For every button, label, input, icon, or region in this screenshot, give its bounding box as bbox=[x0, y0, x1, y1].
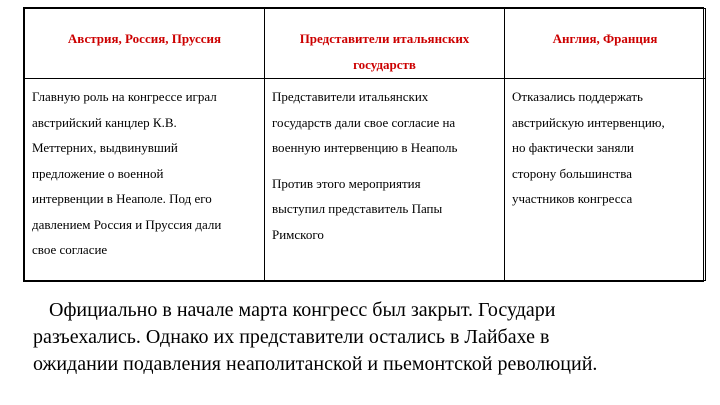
text-line: сторону большинства bbox=[512, 165, 632, 181]
header-austria-russia-prussia: Австрия, Россия, Пруссия bbox=[25, 9, 265, 79]
text-line: австрийскую интервенцию, bbox=[512, 114, 665, 130]
text-line: Отказались поддержать bbox=[512, 89, 643, 104]
text-line: Меттерних, выдвинувший bbox=[32, 140, 178, 155]
text-line: участников конгресса bbox=[512, 191, 633, 206]
text-line: предложение о военной bbox=[32, 165, 164, 181]
cell-austria-russia-prussia bbox=[25, 79, 265, 281]
text-line: свое согласие bbox=[32, 242, 108, 257]
paragraph-line: ожидании подавления неаполитанской и пьемонтской революций. bbox=[33, 353, 598, 375]
text-line: Представители итальянских bbox=[272, 89, 429, 104]
header-italian-line-1: Представители итальянских bbox=[299, 31, 470, 46]
header-italian-states bbox=[265, 9, 505, 79]
text-line: Главную роль на конгрессе играл bbox=[32, 89, 217, 104]
cell-italian-states bbox=[265, 79, 505, 281]
comparison-table bbox=[23, 7, 704, 282]
text-line: военную интервенцию в Неаполь bbox=[272, 140, 458, 155]
table-body-row bbox=[25, 79, 706, 281]
text-line: Против этого мероприятия bbox=[272, 175, 421, 191]
text-line: государств дали свое согласие на bbox=[272, 114, 456, 130]
text-line: давлением Россия и Пруссия дали bbox=[32, 216, 222, 232]
paragraph-line: разъехались. Однако их представители остались в Лайбахе в bbox=[33, 326, 550, 348]
table-grid bbox=[24, 8, 706, 281]
text-line: австрийский канцлер К.В. bbox=[32, 114, 177, 130]
table-header-row bbox=[25, 9, 706, 79]
header-england-france: Англия, Франция bbox=[505, 9, 706, 79]
text-line: выступил представитель Папы bbox=[272, 201, 443, 216]
text-line: но фактически заняли bbox=[512, 140, 634, 155]
text-line: Римского bbox=[272, 226, 324, 242]
cell-england-france bbox=[505, 79, 706, 281]
header-italian-line-2: государств bbox=[353, 57, 416, 72]
paragraph-line: Официально в начале марта конгресс был закрыт. Государи bbox=[49, 299, 556, 321]
text-line: интервенции в Неаполе. Под его bbox=[32, 191, 212, 206]
summary-paragraph bbox=[33, 297, 693, 378]
